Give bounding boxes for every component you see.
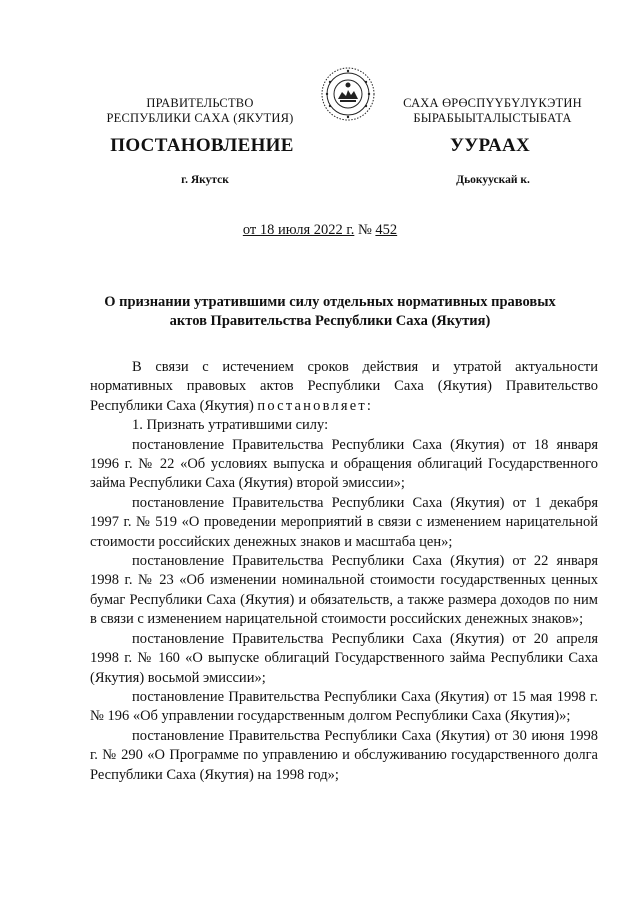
decree-number: 452 — [375, 222, 398, 238]
act-item: постановление Правительства Республики Саха (Якутия) от 18 января 1996 г. № 22 «Об условиях выпуска и обращения облигаций Государственного займа Республики Саха (Якутия) второй эмиссии»; — [90, 436, 598, 492]
resolves-word: постановляет: — [257, 397, 374, 414]
subject-line1: О признании утратившими силу отдельных нормативных правовых — [104, 294, 556, 310]
act-item: постановление Правительства Республики Саха (Якутия) от 15 мая 1998 г. № 196 «Об управлении государственным долгом Республики Саха (Якутия)»; — [90, 688, 598, 725]
doc-type-sakha: УУРААХ — [449, 135, 531, 156]
issuer-sakha-line2: БЫРАБЫЫТАЛЫСТЫБАТА — [413, 111, 572, 125]
issuer-sakha-line1: САХА ӨРӨСПҮҮБҮЛҮКЭТИН — [403, 96, 582, 110]
city-sakha: Дьокуускай к. — [456, 174, 530, 186]
act-item: постановление Правительства Республики Саха (Якутия) от 1 декабря 1997 г. № 519 «О проведении мероприятий в связи с изменением нарицательной стоимости российских денежных знаков и масштаба цен»; — [90, 494, 598, 550]
decree-date: от 18 июля 2022 г. — [242, 222, 355, 238]
intro-text: В связи с истечением сроков действия и утратой актуальности нормативных правовых актов Республики Саха (Якутия) Правительство Республики Саха (Якутия) — [90, 359, 598, 414]
item-1: 1. Признать утратившими силу: — [132, 417, 329, 434]
act-item: постановление Правительства Республики Саха (Якутия) от 20 апреля 1998 г. № 160 «О выпуске облигаций Государственного займа Республики Саха (Якутия) восьмой эмиссии»; — [90, 630, 598, 686]
city-ru: г. Якутск — [181, 174, 229, 186]
issuer-ru — [90, 96, 310, 126]
subject-line2: актов Правительства Республики Саха (Якутия) — [169, 313, 491, 329]
issuer-ru-line2: РЕСПУБЛИКИ САХА (ЯКУТИЯ) — [106, 111, 294, 125]
act-item: постановление Правительства Республики Саха (Якутия) от 22 января 1998 г. № 23 «Об изменении номинальной стоимости государственных ценных бумаг Республики Саха (Якутия) и обязательств, а также размера доходов по ним в связи с изменением нарицательной стоимости российских денежных знаков»; — [90, 553, 598, 628]
act-item: постановление Правительства Республики Саха (Якутия) от 30 июня 1998 г. № 290 «О Программе по управлению и обслуживанию государственного долга Республики Саха (Якутия) на 1998 год»; — [90, 727, 598, 783]
decree-subject — [90, 293, 570, 331]
issuer-ru-line1: ПРАВИТЕЛЬСТВО — [146, 96, 254, 110]
issuer-sakha — [385, 96, 600, 126]
decree-body — [90, 358, 598, 785]
decree-number-prefix: № — [357, 222, 372, 238]
decree-date-number — [0, 222, 640, 239]
doc-type-ru: ПОСТАНОВЛЕНИЕ — [110, 135, 294, 156]
intro-paragraph — [90, 358, 598, 416]
coat-of-arms-icon — [320, 66, 376, 122]
